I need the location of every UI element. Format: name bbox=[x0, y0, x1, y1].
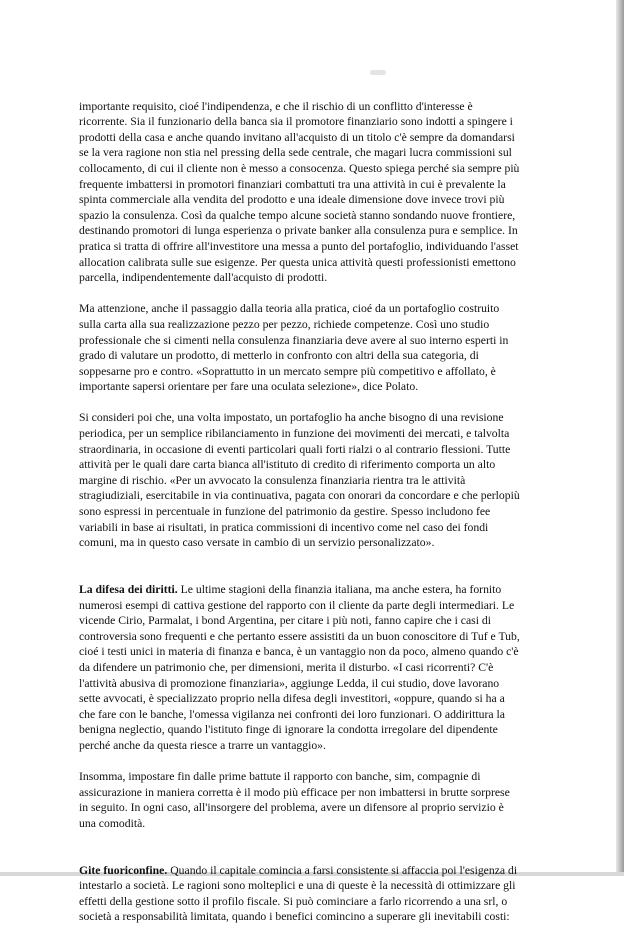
paragraph-text: Quando il capitale comincia a farsi consistente si affaccia poi l'esigenza di intestarlo a società. Le ragioni sono molteplici e una di queste è la necessità di ottimizzare gli effetti della gestione sotto il profilo fiscale. Si può cominciare a farlo ricorrendo a una srl, o società a responsabilità limitata, quando i benefici comincino a superare gli inevitabili costi: bbox=[79, 863, 518, 924]
paragraph-text: importante requisito, cioé l'indipendenza, e che il rischio di un conflitto d'interesse è ricorrente. Sia il funzionario della banca sia il promotore finanziario sono indotti a spingere i prodotti della casa e anche quando invitano all'acquisto di un titolo c'è sempre da domandarsi se la vera ragione non stia nel pressing della sede centrale, che magari lucra commissioni sul collocamento, di cui il cliente non è messo a consocenza. Questo spiega perché sia sempre più frequente imbattersi in promotori finanziari combattuti tra una attività in cui è prevalente la spinta commerciale alla vendita del prodotto e una ideale dimensione dove invece trovi più spazio la consulenza. Così da qualche tempo alcune società stanno sondando nuove frontiere, destinando promotori di lunga esperienza o private banker alla consulenza pura e semplice. In pratica si tratta di offrire all'investitore una messa a punto del portafoglio, individuando l'asset allocation calibrata sulle sue esigenze. Per questa unica attività questi professionisti emettono parcella, indipendentemente dall'acquisto di prodotti. bbox=[79, 99, 520, 285]
section-heading: Gite fuoriconfine. bbox=[79, 863, 168, 877]
paragraph-gite-fuoriconfine bbox=[79, 847, 563, 925]
paragraph-insomma bbox=[79, 754, 563, 832]
paragraph-attenzione bbox=[79, 286, 563, 395]
section-heading: La difesa dei diritti. bbox=[79, 583, 178, 596]
paragraph-text: Si consideri poi che, una volta impostato, un portafoglio ha anche bisogno di una revisione periodica, per un semplice ribilanciamento in funzione dei movimenti dei mercati, e talvolta straordinaria, in occasione di eventi particolari quali forti rialzi o al contrario flessioni. Tutte attività per le quali dare carta bianca all'istituto di credito di riferimento comporta un alto margine di rischio. «Per un avvocato la consulenza finanziaria rientra tra le attività stragiudiziali, esercitabile in via continuativa, pagata con onorari da concordare e che perlopiù sono espressi in percentuale in funzione del patrimonio da gestire. Spesso includono fee variabili in base ai risultati, in pratica commissioni di incentivo come nel caso dei fondi comuni, ma in questo caso versate in cambio di un servizio personalizzato». bbox=[79, 411, 520, 550]
scan-smudge bbox=[370, 70, 386, 75]
paragraph-difesa-dei-diritti bbox=[79, 566, 563, 753]
paragraph-text: Insomma, impostare fin dalle prime battute il rapporto con banche, sim, compagnie di assicurazione in maniera corretta è il modo più efficace per non imbattersi in brutte sorprese in seguito. In ogni caso, all'insorgere del problema, avere un difensore al proprio servizio è una comodità. bbox=[79, 770, 510, 830]
paragraph-text: Le ultime stagioni della finanzia italiana, ma anche estera, ha fornito numerosi esempi di cattiva gestione del rapporto con il cliente da parte degli intermediari. Le vicende Cirio, Parmalat, i bond Argentina, per citare i più noti, fanno capire che i casi di controversia sono frequenti e che pertanto essere assistiti da un buon conoscitore di Tuf e Tub, cioé i testi unici in materia di finanza e banca, è un vantaggio non da poco, almeno quando c'è da difendere un patrimonio che, per dimensioni, merita il disturbo. «I casi ricorrenti? C'è l'attività abusiva di promozione finanziaria», aggiunge Ledda, il cui studio, dove lavorano sette avvocati, è specializzato proprio nella difesa degli investitori, «oppure, quando si ha a che fare con le banche, l'omessa vigilanza nei confronti dei loro funzionari. O addirittura la benigna neglectio, quando l'istituto finge di ignorare la condotta irregolare del dipendente perché anche da questa riesce a trarre un vantaggio». bbox=[79, 583, 520, 752]
paragraph-revisione bbox=[79, 395, 563, 551]
document-body bbox=[79, 83, 563, 925]
page-edge-shadow bbox=[616, 0, 624, 876]
paragraph-text: Ma attenzione, anche il passaggio dalla teoria alla pratica, cioé da un portafoglio costruito sulla carta alla sua realizzazione pezzo per pezzo, richiede competenze. Così uno studio professionale che si cimenti nella consulenza finanziaria deve avere al suo interno esperti in grado di valutare un prodotto, di metterlo in confronto con altri della sua categoria, di soppesarne pro e contro. «Soprattutto in un mercato sempre più competitivo e affollato, è importante sapersi orientare per fare una oculata selezione», dice Polato. bbox=[79, 302, 509, 394]
paragraph-consulenza bbox=[79, 83, 563, 286]
